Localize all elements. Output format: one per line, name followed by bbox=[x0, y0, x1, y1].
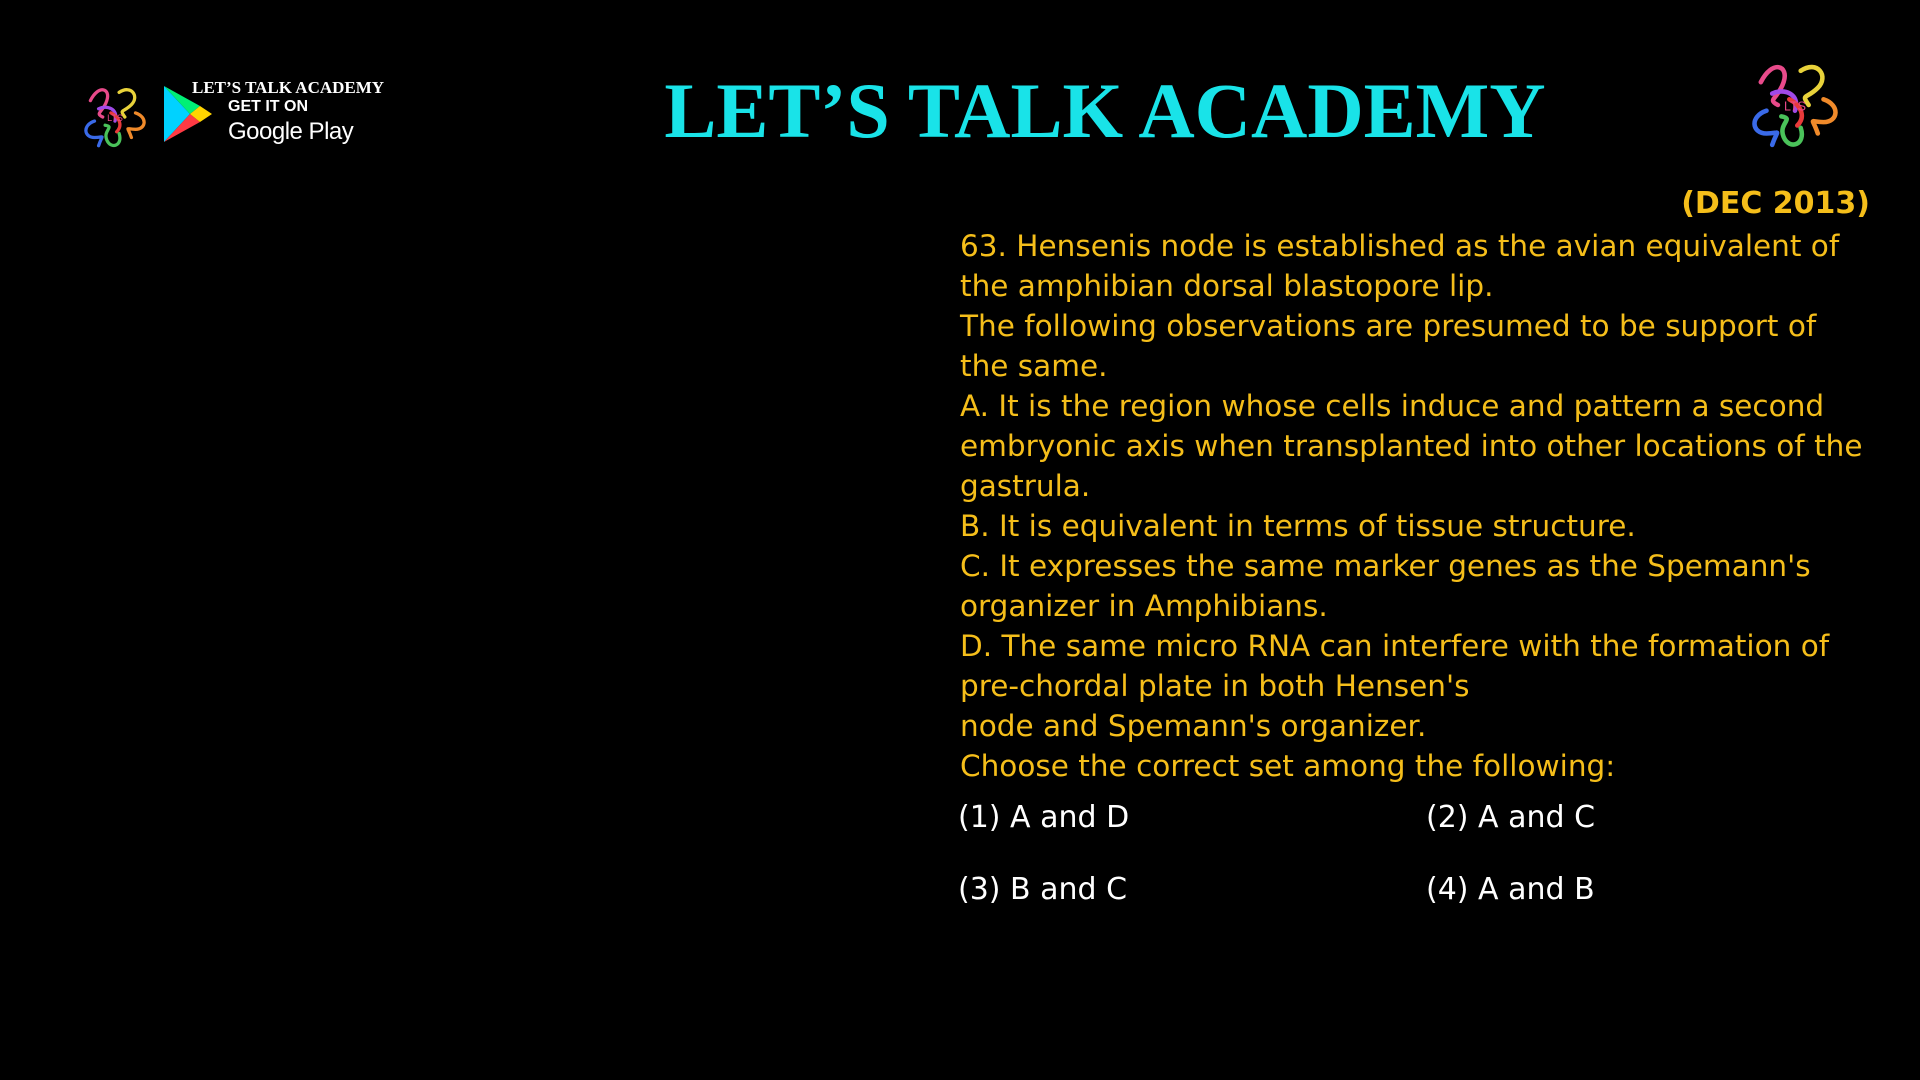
statement-d-line: pre-chordal plate in both Hensen's bbox=[960, 669, 1470, 703]
exam-session-label: (DEC 2013) bbox=[1681, 186, 1870, 221]
lts-protein-logo-icon bbox=[1738, 48, 1852, 162]
question-prompt: Choose the correct set among the following: bbox=[960, 749, 1616, 783]
badge-get-it-on-text: GET IT ON bbox=[228, 98, 308, 115]
statement-b-line: B. It is equivalent in terms of tissue structure. bbox=[960, 509, 1636, 543]
question-line: The following observations are presumed to be support of bbox=[960, 309, 1817, 343]
answer-options bbox=[958, 798, 1758, 948]
svg-text:LTS: LTS bbox=[107, 113, 123, 124]
academy-logo-right bbox=[1738, 48, 1852, 162]
statement-c-line: C. It expresses the same marker genes as the Spemann's bbox=[960, 549, 1811, 583]
question-line: the amphibian dorsal blastopore lip. bbox=[960, 269, 1494, 303]
statement-d-line: D. The same micro RNA can interfere with the formation of bbox=[960, 629, 1830, 663]
statement-a-line: gastrula. bbox=[960, 469, 1091, 503]
answer-option-1[interactable]: (1) A and D bbox=[958, 800, 1130, 835]
question-line: the same. bbox=[960, 349, 1108, 383]
google-play-badge[interactable] bbox=[160, 78, 410, 152]
question-body bbox=[960, 226, 1863, 786]
statement-a-line: embryonic axis when transplanted into other locations of the bbox=[960, 429, 1863, 463]
badge-store-name: Google Play bbox=[228, 118, 354, 145]
svg-text:LTS: LTS bbox=[1783, 99, 1807, 114]
answer-option-2[interactable]: (2) A and C bbox=[1426, 800, 1596, 835]
lts-protein-logo-icon bbox=[74, 76, 156, 158]
page-title: LET’S TALK ACADEMY bbox=[664, 67, 1546, 154]
statement-d-line: node and Spemann's organizer. bbox=[960, 709, 1427, 743]
badge-academy-text: LET’S TALK ACADEMY bbox=[192, 78, 385, 97]
statement-c-line: organizer in Amphibians. bbox=[960, 589, 1328, 623]
answer-option-4[interactable]: (4) A and B bbox=[1426, 872, 1595, 907]
answer-option-3[interactable]: (3) B and C bbox=[958, 872, 1128, 907]
academy-logo-left bbox=[74, 76, 156, 158]
statement-a-line: A. It is the region whose cells induce and pattern a second bbox=[960, 389, 1825, 423]
question-line: 63. Hensenis node is established as the avian equivalent of bbox=[960, 229, 1840, 263]
